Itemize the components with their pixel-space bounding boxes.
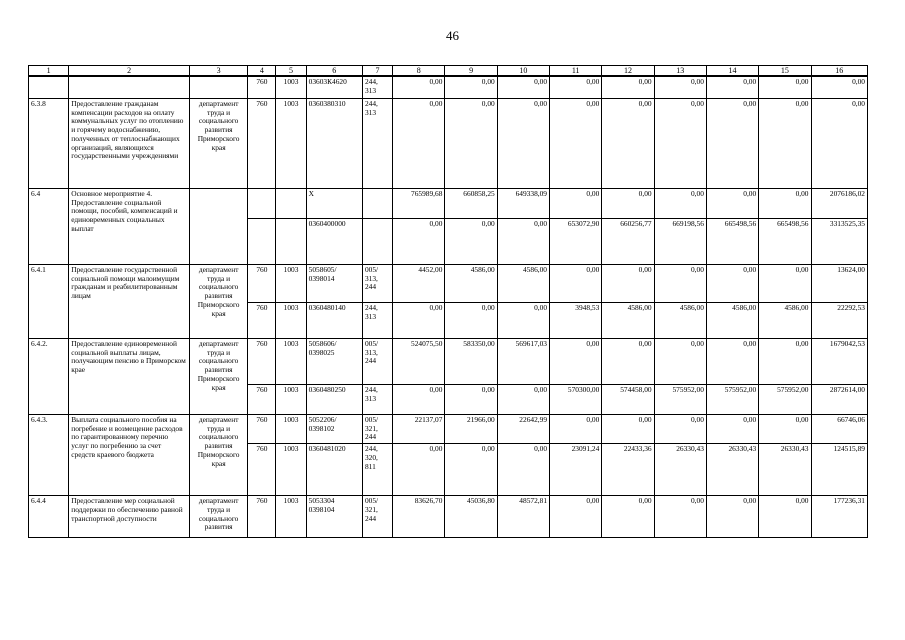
cell-col-8: 765989,68	[393, 188, 445, 218]
item-name: Предоставление гражданам компенсации расходов на оплату коммунальных услуг по отоплению и горячему водоснабжению, полученных от теплоснабжающих организаций, являющихся государственными учреждениями	[69, 98, 190, 188]
cell-col-14: 0,00	[706, 496, 758, 538]
cell-col-12: 0,00	[602, 76, 654, 98]
cell-col-8: 0,00	[393, 218, 445, 264]
cell-col-4: 760	[248, 76, 276, 98]
page-number: 46	[446, 28, 459, 43]
cell-col-6: 0360400000	[306, 218, 362, 264]
cell-col-5: 1003	[276, 444, 306, 496]
item-number: 6.4	[29, 188, 69, 264]
column-header: 8	[393, 66, 445, 77]
cell-col-4: 760	[248, 384, 276, 414]
cell-col-11: 0,00	[550, 496, 602, 538]
cell-col-15: 0,00	[759, 496, 811, 538]
item-executor: департамент труда и социального развития Приморского края	[189, 338, 247, 414]
cell-col-9: 660858,25	[445, 188, 497, 218]
cell-col-10: 48572,81	[497, 496, 549, 538]
cell-col-15: 0,00	[759, 76, 811, 98]
cell-col-4: 760	[248, 264, 276, 302]
cell-col-9: 0,00	[445, 98, 497, 188]
cell-col-12: 0,00	[602, 264, 654, 302]
item-number: 6.4.4	[29, 496, 69, 538]
cell-col-4: 760	[248, 98, 276, 188]
column-header: 11	[550, 66, 602, 77]
item-number: 6.4.3.	[29, 414, 69, 495]
cell-col-6: X	[306, 188, 362, 218]
cell-col-6: 5058605/ 0398014	[306, 264, 362, 302]
table-row	[29, 414, 868, 443]
table-row	[29, 264, 868, 302]
cell-col-8: 0,00	[393, 302, 445, 338]
item-executor: департамент труда и социального развития Приморского края	[189, 98, 247, 188]
item-name: Предоставление государственной социальной помощи малоимущим гражданам и реабилитированным лицам	[69, 264, 190, 338]
cell-col-13: 669198,56	[654, 218, 706, 264]
column-header: 13	[654, 66, 706, 77]
cell-col-16: 1679042,53	[811, 338, 868, 384]
cell-col-5	[276, 218, 306, 264]
cell-col-12: 0,00	[602, 338, 654, 384]
cell-col-11: 0,00	[550, 264, 602, 302]
column-header: 2	[69, 66, 190, 77]
cell-col-6: 5052206/ 0398102	[306, 414, 362, 443]
cell-col-5: 1003	[276, 496, 306, 538]
item-name: Основное мероприятие 4. Предоставление социальной помощи, пособий, компенсаций и единовременных социальных выплат	[69, 188, 190, 264]
cell-col-9: 0,00	[445, 384, 497, 414]
table-row	[29, 188, 868, 218]
cell-col-15: 0,00	[759, 338, 811, 384]
cell-col-13: 575952,00	[654, 384, 706, 414]
cell-col-11: 23091,24	[550, 444, 602, 496]
cell-col-14: 4586,00	[706, 302, 758, 338]
cell-col-4: 760	[248, 338, 276, 384]
cell-col-10: 0,00	[497, 302, 549, 338]
cell-col-7: 244, 313	[362, 98, 392, 188]
cell-col-13: 0,00	[654, 414, 706, 443]
cell-col-7: 244, 313	[362, 384, 392, 414]
item-number: 6.4.1	[29, 264, 69, 338]
cell-col-14: 0,00	[706, 264, 758, 302]
cell-col-6: 0360480250	[306, 384, 362, 414]
cell-col-10: 4586,00	[497, 264, 549, 302]
cell-col-14: 0,00	[706, 414, 758, 443]
table-row	[29, 98, 868, 188]
column-header: 10	[497, 66, 549, 77]
cell-col-15: 665498,56	[759, 218, 811, 264]
cell-col-11: 0,00	[550, 414, 602, 443]
item-executor: департамент труда и социального развития Приморского края	[189, 414, 247, 495]
table-row	[29, 338, 868, 384]
cell-col-6: 5058606/ 0398025	[306, 338, 362, 384]
item-name: Предоставление мер социальной поддержки по обеспечению равной транспортной доступности	[69, 496, 190, 538]
cell-col-13: 0,00	[654, 496, 706, 538]
cell-col-15: 0,00	[759, 188, 811, 218]
cell-col-10: 569617,03	[497, 338, 549, 384]
cell-col-11: 653072,90	[550, 218, 602, 264]
cell-col-4: 760	[248, 444, 276, 496]
cell-col-11: 0,00	[550, 188, 602, 218]
cell-col-10: 0,00	[497, 384, 549, 414]
table-row	[29, 496, 868, 538]
cell-col-12: 0,00	[602, 98, 654, 188]
cell-col-15: 4586,00	[759, 302, 811, 338]
cell-col-15: 575952,00	[759, 384, 811, 414]
cell-col-6: 0360481020	[306, 444, 362, 496]
cell-col-16: 177236,31	[811, 496, 868, 538]
continuation-row	[29, 76, 868, 98]
cell-col-9: 0,00	[445, 302, 497, 338]
cell-col-9: 583350,00	[445, 338, 497, 384]
cell-col-6: 0360380310	[306, 98, 362, 188]
cell-col-7: 005/ 321, 244	[362, 496, 392, 538]
cell-col-9: 21966,00	[445, 414, 497, 443]
cell-col-10: 0,00	[497, 444, 549, 496]
column-header: 12	[602, 66, 654, 77]
item-name: Предоставление единовременной социальной выплаты лицам, получающим пенсию в Приморском крае	[69, 338, 190, 414]
item-name: Выплата социального пособия на погребение и возмещение расходов по гарантированному перечню услуг по погребению за счет средств краевого бюджета	[69, 414, 190, 495]
cell-col-12: 0,00	[602, 414, 654, 443]
cell-col-13: 0,00	[654, 76, 706, 98]
cell-col-13: 0,00	[654, 188, 706, 218]
cell-col-8: 0,00	[393, 444, 445, 496]
cell-col-16: 124515,89	[811, 444, 868, 496]
cell-col-15: 0,00	[759, 414, 811, 443]
cell-col-6: 5053304 0398104	[306, 496, 362, 538]
cell-col-11: 570300,00	[550, 384, 602, 414]
cell-col-6: 03603К4620	[306, 76, 362, 98]
cell-col-13: 26330,43	[654, 444, 706, 496]
cell-col-11: 0,00	[550, 338, 602, 384]
column-header: 16	[811, 66, 868, 77]
cell-col-12: 22433,36	[602, 444, 654, 496]
cell-col-10: 0,00	[497, 218, 549, 264]
column-header: 7	[362, 66, 392, 77]
cell-col-11: 0,00	[550, 76, 602, 98]
cell-col-7: 005/ 313, 244	[362, 338, 392, 384]
cell-col-16: 3313525,35	[811, 218, 868, 264]
cell-col-5: 1003	[276, 264, 306, 302]
cell-col-5: 1003	[276, 76, 306, 98]
item-executor	[189, 76, 247, 98]
cell-col-12: 4586,00	[602, 302, 654, 338]
cell-col-5: 1003	[276, 338, 306, 384]
cell-col-14: 0,00	[706, 188, 758, 218]
column-header: 4	[248, 66, 276, 77]
cell-col-12: 0,00	[602, 188, 654, 218]
column-header: 5	[276, 66, 306, 77]
cell-col-13: 0,00	[654, 338, 706, 384]
cell-col-7: 244, 320, 811	[362, 444, 392, 496]
cell-col-4: 760	[248, 302, 276, 338]
table-body	[29, 66, 868, 538]
cell-col-11: 0,00	[550, 98, 602, 188]
cell-col-9: 45036,80	[445, 496, 497, 538]
cell-col-10: 0,00	[497, 76, 549, 98]
cell-col-14: 665498,56	[706, 218, 758, 264]
cell-col-15: 0,00	[759, 264, 811, 302]
cell-col-12: 660256,77	[602, 218, 654, 264]
cell-col-8: 0,00	[393, 384, 445, 414]
cell-col-16: 2872614,00	[811, 384, 868, 414]
cell-col-14: 0,00	[706, 98, 758, 188]
cell-col-16: 13624,00	[811, 264, 868, 302]
cell-col-16: 2076186,02	[811, 188, 868, 218]
column-header: 6	[306, 66, 362, 77]
cell-col-5	[276, 188, 306, 218]
cell-col-5: 1003	[276, 384, 306, 414]
budget-table	[28, 65, 868, 538]
cell-col-7: 005/ 313, 244	[362, 264, 392, 302]
cell-col-8: 83626,70	[393, 496, 445, 538]
column-header: 14	[706, 66, 758, 77]
cell-col-16: 0,00	[811, 98, 868, 188]
cell-col-7	[362, 188, 392, 218]
cell-col-16: 0,00	[811, 76, 868, 98]
cell-col-13: 0,00	[654, 98, 706, 188]
cell-col-9: 4586,00	[445, 264, 497, 302]
cell-col-10: 0,00	[497, 98, 549, 188]
cell-col-8: 0,00	[393, 76, 445, 98]
cell-col-5: 1003	[276, 414, 306, 443]
cell-col-15: 26330,43	[759, 444, 811, 496]
cell-col-7: 244, 313	[362, 302, 392, 338]
header-row	[29, 66, 868, 77]
cell-col-16: 66746,06	[811, 414, 868, 443]
cell-col-8: 22137,07	[393, 414, 445, 443]
cell-col-7	[362, 218, 392, 264]
cell-col-4: 760	[248, 496, 276, 538]
cell-col-12: 574458,00	[602, 384, 654, 414]
cell-col-13: 0,00	[654, 264, 706, 302]
item-name	[69, 76, 190, 98]
cell-col-13: 4586,00	[654, 302, 706, 338]
cell-col-7: 244, 313	[362, 76, 392, 98]
cell-col-10: 649338,09	[497, 188, 549, 218]
cell-col-4: 760	[248, 414, 276, 443]
cell-col-10: 22642,99	[497, 414, 549, 443]
cell-col-16: 22292,53	[811, 302, 868, 338]
cell-col-7: 005/ 321, 244	[362, 414, 392, 443]
cell-col-4	[248, 188, 276, 218]
column-header: 1	[29, 66, 69, 77]
cell-col-14: 26330,43	[706, 444, 758, 496]
cell-col-9: 0,00	[445, 444, 497, 496]
item-executor	[189, 188, 247, 264]
column-header: 9	[445, 66, 497, 77]
cell-col-15: 0,00	[759, 98, 811, 188]
cell-col-9: 0,00	[445, 218, 497, 264]
cell-col-5: 1003	[276, 302, 306, 338]
item-number: 6.3.8	[29, 98, 69, 188]
cell-col-8: 0,00	[393, 98, 445, 188]
cell-col-5: 1003	[276, 98, 306, 188]
cell-col-4	[248, 218, 276, 264]
item-executor: департамент труда и социального развития Приморского края	[189, 264, 247, 338]
cell-col-11: 3948,53	[550, 302, 602, 338]
cell-col-8: 4452,00	[393, 264, 445, 302]
item-number	[29, 76, 69, 98]
cell-col-12: 0,00	[602, 496, 654, 538]
item-number: 6.4.2.	[29, 338, 69, 414]
cell-col-9: 0,00	[445, 76, 497, 98]
cell-col-8: 524075,50	[393, 338, 445, 384]
cell-col-6: 0360480140	[306, 302, 362, 338]
cell-col-14: 0,00	[706, 76, 758, 98]
column-header: 15	[759, 66, 811, 77]
column-header: 3	[189, 66, 247, 77]
cell-col-14: 0,00	[706, 338, 758, 384]
cell-col-14: 575952,00	[706, 384, 758, 414]
item-executor: департамент труда и социального развития	[189, 496, 247, 538]
